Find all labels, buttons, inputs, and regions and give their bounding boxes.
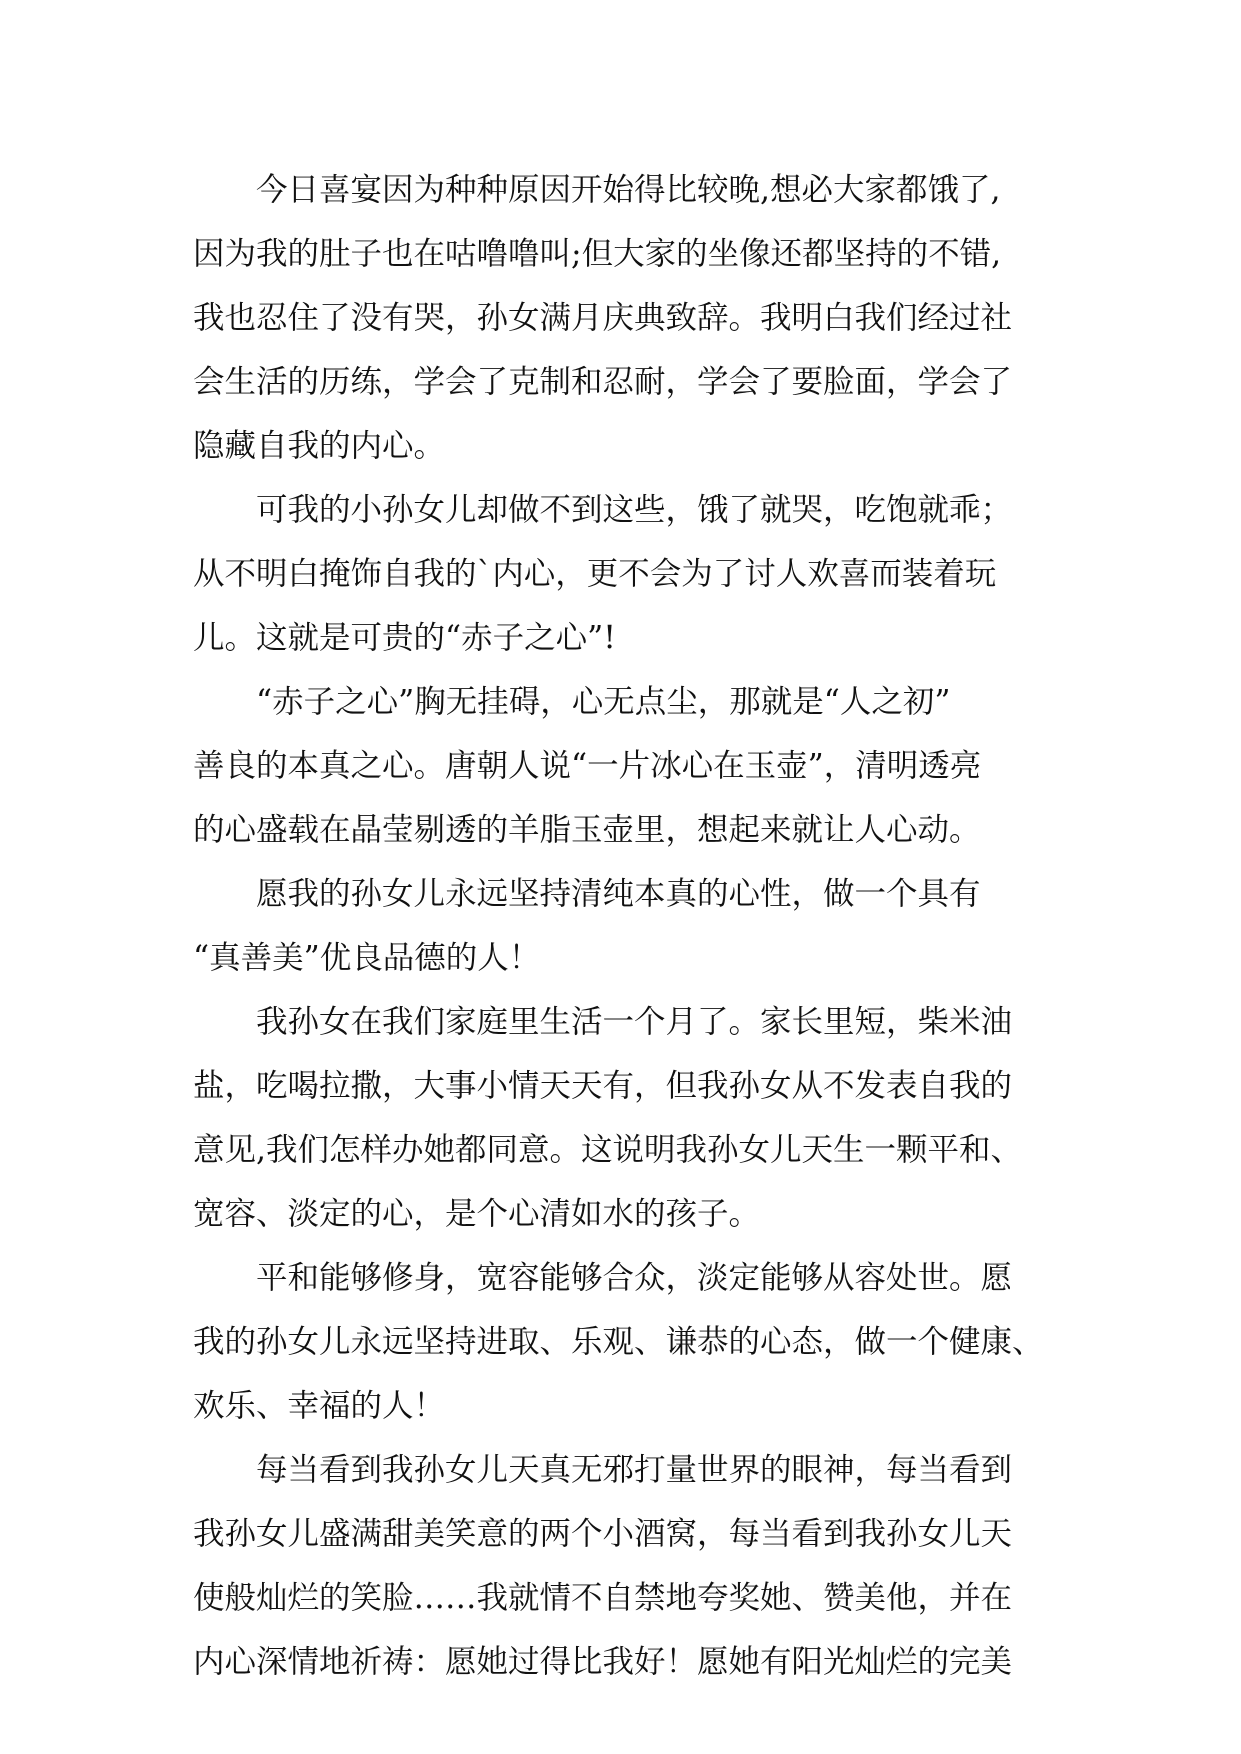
text-line: 会生活的历练，学会了克制和忍耐，学会了要脸面，学会了 (193, 364, 1013, 400)
text-line: 善良的本真之心。唐朝人说“一片冰心在玉壶”，清明透亮 (193, 748, 982, 784)
text-line: 今日喜宴因为种种原因开始得比较晚,想必大家都饿了, (256, 172, 1001, 208)
text-line: 宽容、淡定的心，是个心清如水的孩子。 (193, 1196, 761, 1232)
text-line: 我孙女儿盛满甜美笑意的两个小酒窝，每当看到我孙女儿天 (193, 1516, 1013, 1552)
text-line: 盐，吃喝拉撒，大事小情天天有，但我孙女从不发表自我的 (193, 1068, 1013, 1104)
document-body (193, 158, 1093, 1694)
text-line: 每当看到我孙女儿天真无邪打量世界的眼神，每当看到 (256, 1452, 1013, 1488)
text-line: 我孙女在我们家庭里生活一个月了。家长里短，柴米油 (256, 1004, 1013, 1040)
text-line: 平和能够修身，宽容能够合众，淡定能够从容处世。愿 (256, 1260, 1013, 1296)
text-line: 我的孙女儿永远坚持进取、乐观、谦恭的心态，做一个健康、 (193, 1324, 1044, 1360)
text-line: “真善美”优良品德的人！ (193, 940, 541, 976)
text-line: 愿我的孙女儿永远坚持清纯本真的心性，做一个具有 (256, 876, 981, 912)
text-line: 我也忍住了没有哭，孙女满月庆典致辞。我明白我们经过社 (193, 300, 1013, 336)
text-line: “赤子之心”胸无挂碍，心无点尘，那就是“人之初” (256, 684, 951, 720)
text-line: 欢乐、幸福的人！ (193, 1388, 446, 1424)
text-line: 从不明白掩饰自我的`内心，更不会为了讨人欢喜而装着玩 (193, 556, 997, 592)
text-line: 内心深情地祈祷：愿她过得比我好！愿她有阳光灿烂的完美 (193, 1644, 1013, 1680)
text-line: 儿。这就是可贵的“赤子之心”! (193, 620, 616, 656)
text-line: 意见,我们怎样办她都同意。这说明我孙女儿天生一颗平和、 (193, 1132, 1023, 1168)
text-line: 的心盛载在晶莹剔透的羊脂玉壶里，想起来就让人心动。 (193, 812, 981, 848)
text-line: 可我的小孙女儿却做不到这些，饿了就哭，吃饱就乖； (256, 492, 1013, 528)
text-line: 使般灿烂的笑脸……我就情不自禁地夸奖她、赞美他，并在 (193, 1580, 1013, 1616)
text-line: 因为我的肚子也在咕噜噜叫;但大家的坐像还都坚持的不错, (193, 236, 1002, 272)
text-line: 隐藏自我的内心。 (193, 428, 446, 464)
